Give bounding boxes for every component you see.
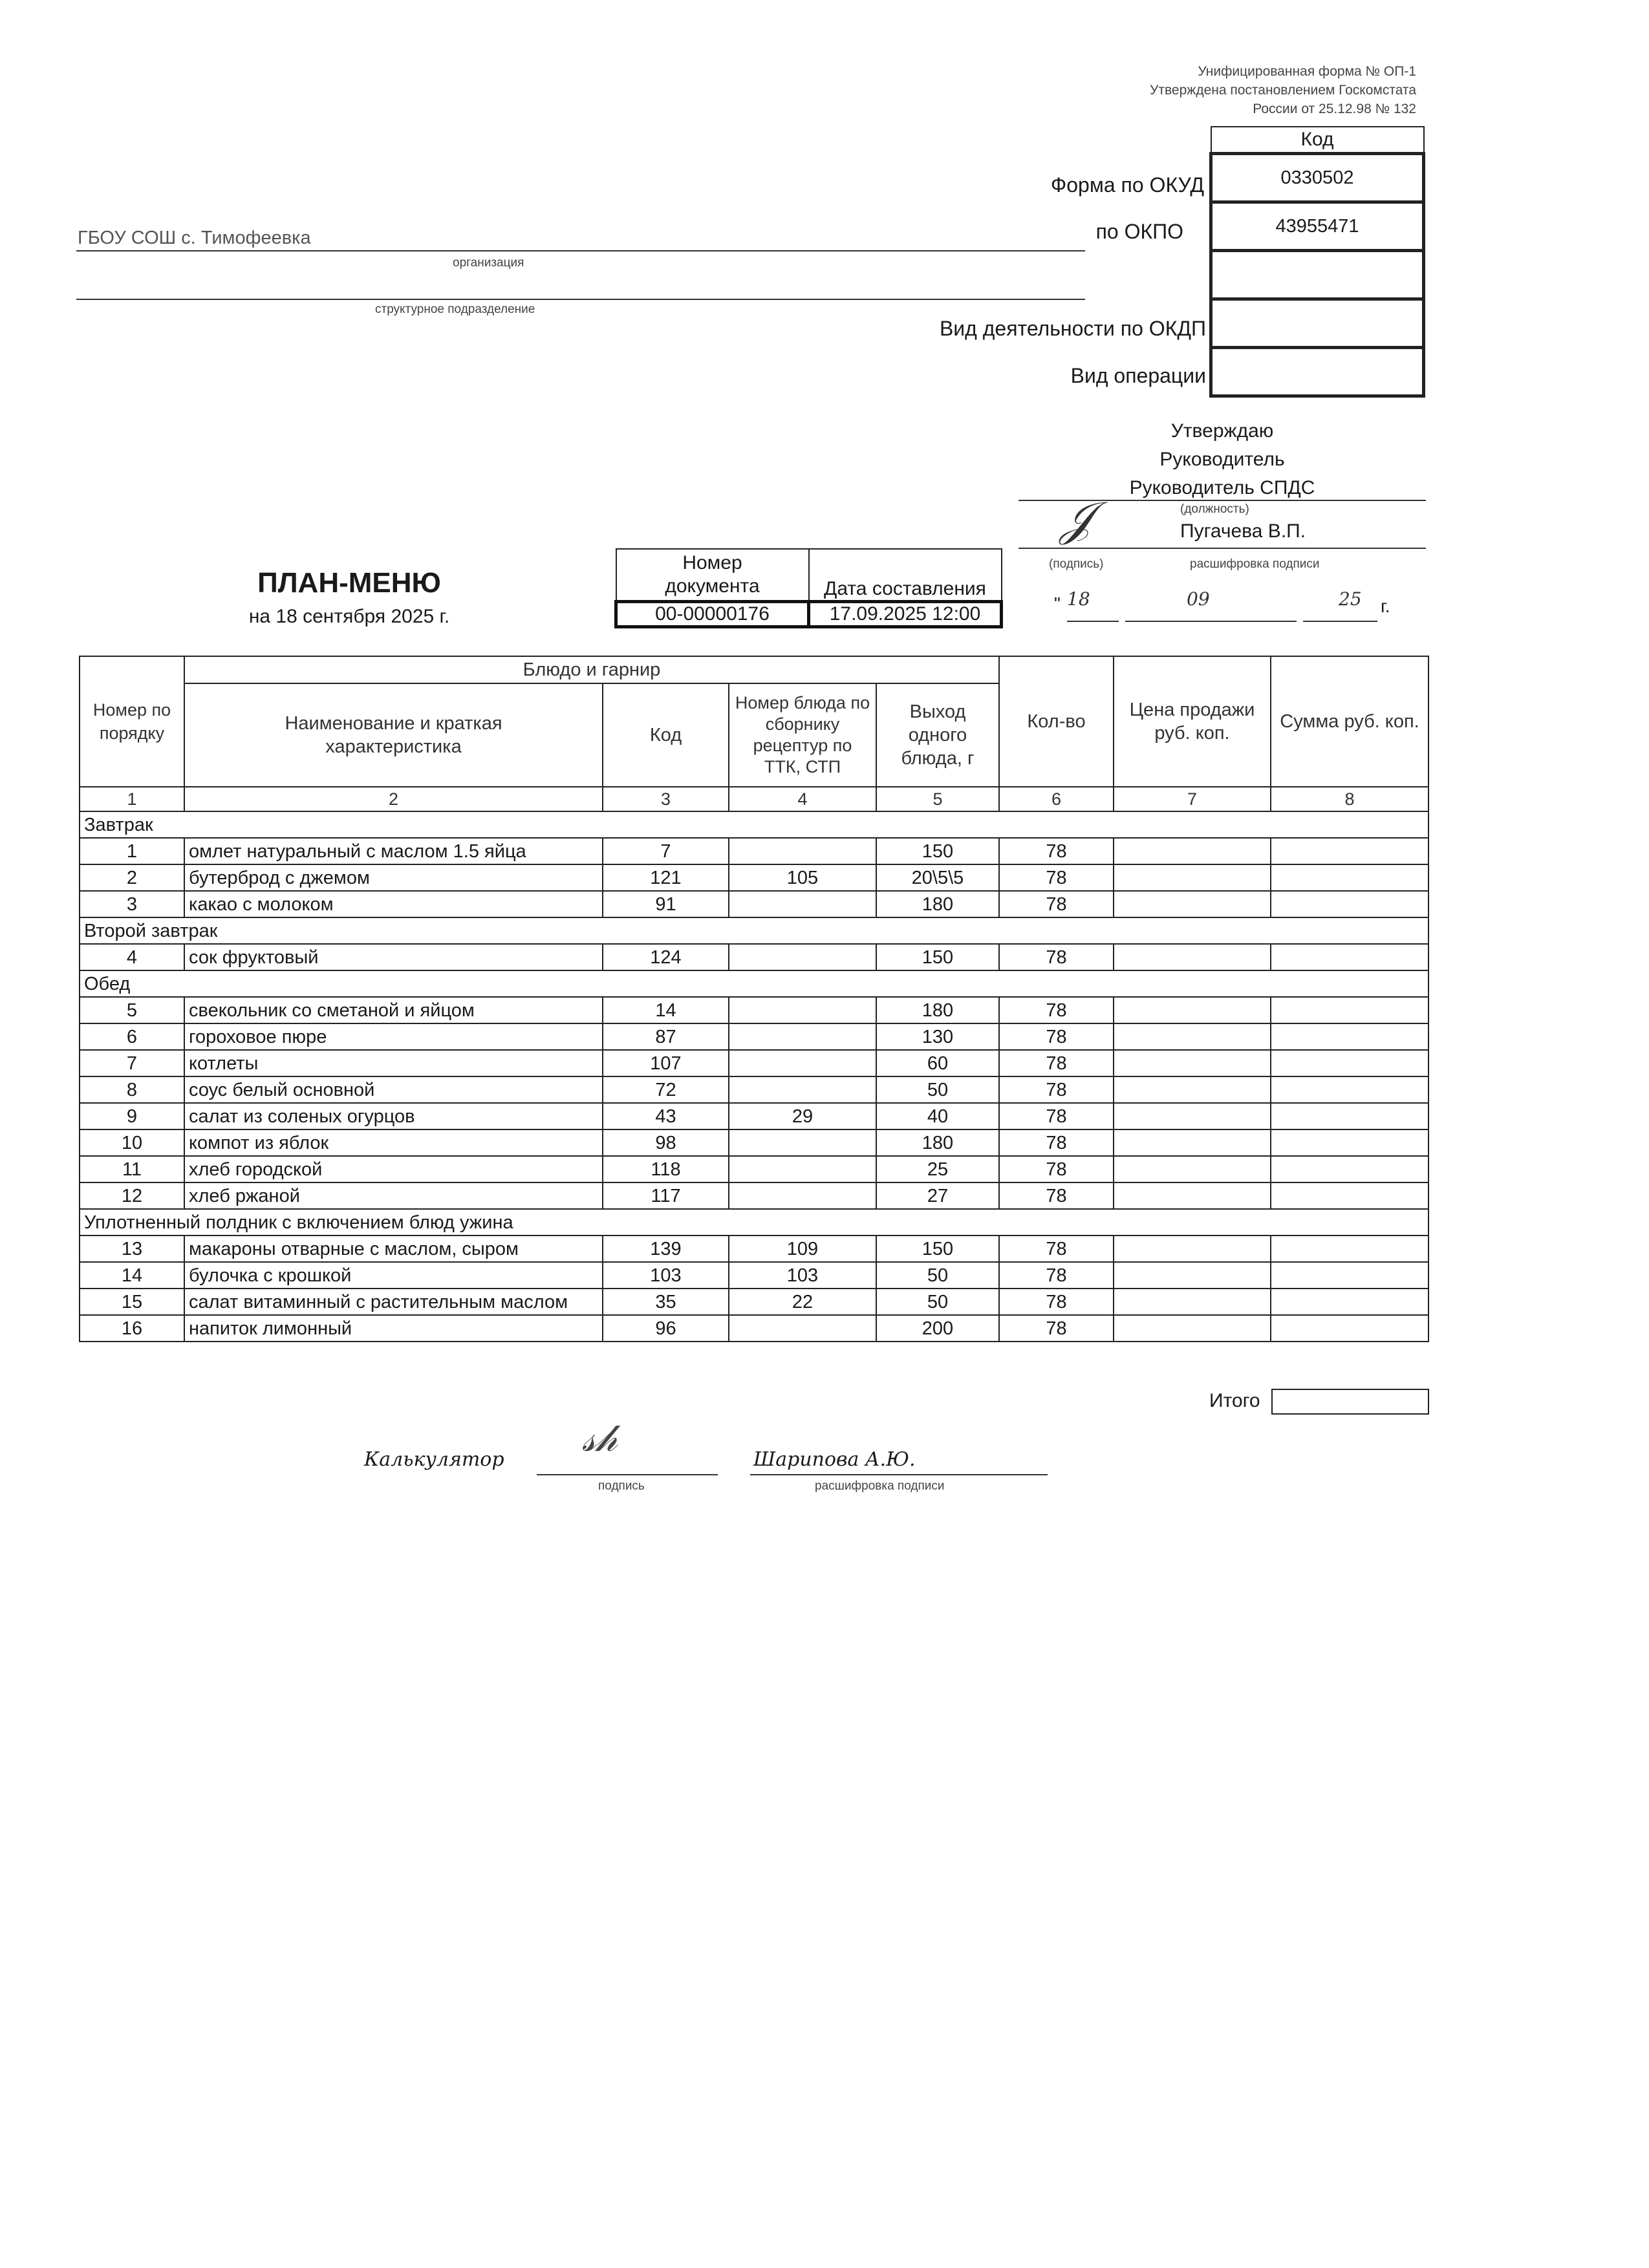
approval-date-line-3 [1303,621,1377,622]
total-value-box [1271,1389,1429,1415]
dish-yield: 150 [876,838,999,864]
calculator-name-underline [750,1474,1048,1475]
codes-header: Код [1211,127,1424,154]
row-number: 7 [80,1050,184,1076]
dish-name: бутерброд с джемом [184,864,603,891]
table-row [80,864,1428,891]
dish-yield: 27 [876,1182,999,1209]
dish-sum [1271,1182,1428,1209]
table-row [80,1289,1428,1315]
col-number-1: 1 [80,787,184,811]
dish-name: омлет натуральный с маслом 1.5 яйца [184,838,603,864]
row-number: 10 [80,1129,184,1156]
doc-number-value: 00-00000176 [616,602,809,627]
section-row [80,1209,1428,1236]
dish-sum [1271,944,1428,970]
dish-sum [1271,864,1428,891]
dish-yield: 50 [876,1262,999,1289]
dish-code: 118 [603,1156,729,1182]
dish-code: 72 [603,1076,729,1103]
division-caption: структурное подразделение [375,303,535,316]
dish-quantity: 78 [999,997,1114,1023]
dish-price [1114,1129,1271,1156]
doc-date-value: 17.09.2025 12:00 [809,602,1002,627]
table-row [80,1076,1428,1103]
dish-code: 14 [603,997,729,1023]
dish-quantity: 78 [999,1236,1114,1262]
dish-sum [1271,997,1428,1023]
col-number-3: 3 [603,787,729,811]
dish-name: макароны отварные с маслом, сыром [184,1236,603,1262]
col-num-header: Номер по порядку [80,656,184,787]
dish-code: 117 [603,1182,729,1209]
recipe-number [729,1156,876,1182]
dish-price [1114,1236,1271,1262]
dish-yield: 50 [876,1076,999,1103]
document-subtitle: на 18 сентября 2025 г. [248,606,450,627]
dish-quantity: 78 [999,1076,1114,1103]
dish-quantity: 78 [999,1156,1114,1182]
table-row [80,944,1428,970]
col-sum-header: Сумма руб. коп. [1271,656,1428,787]
dish-quantity: 78 [999,1103,1114,1129]
section-row [80,970,1428,997]
col-code-header: Код [603,683,729,787]
dish-name: напиток лимонный [184,1315,603,1342]
dish-sum [1271,1050,1428,1076]
dish-name: булочка с крошкой [184,1262,603,1289]
dish-sum [1271,1315,1428,1342]
dish-yield: 130 [876,1023,999,1050]
dish-sum [1271,1156,1428,1182]
recipe-number: 103 [729,1262,876,1289]
table-row [80,1262,1428,1289]
dish-price [1114,838,1271,864]
approval-date-year: 25 [1339,588,1362,610]
approval-block [1061,417,1384,502]
dish-code: 43 [603,1103,729,1129]
dish-sum [1271,1262,1428,1289]
table-row [80,1236,1428,1262]
dish-quantity: 78 [999,1315,1114,1342]
dish-yield: 200 [876,1315,999,1342]
dish-code: 35 [603,1289,729,1315]
approval-position: Руководитель СПДС [1129,477,1315,498]
col-number-7: 7 [1114,787,1271,811]
table-row [80,838,1428,864]
okdp-label: Вид деятельности по ОКДП [939,317,1206,340]
col-number-5: 5 [876,787,999,811]
dish-code: 139 [603,1236,729,1262]
doc-number-label-2: документа [665,575,760,597]
table-row [80,1050,1428,1076]
row-number: 5 [80,997,184,1023]
dish-price [1114,864,1271,891]
doc-number-header [616,549,809,602]
approval-date-line-2 [1125,621,1297,622]
recipe-number [729,1182,876,1209]
dish-name: хлеб городской [184,1156,603,1182]
dish-yield: 40 [876,1103,999,1129]
dish-price [1114,1289,1271,1315]
dish-quantity: 78 [999,838,1114,864]
operation-value [1211,348,1424,396]
dish-price [1114,1050,1271,1076]
form-header-line-1: Унифицированная форма № ОП-1 [1198,64,1416,79]
dish-sum [1271,1103,1428,1129]
total-label: Итого [1209,1390,1260,1411]
dish-price [1114,1182,1271,1209]
approval-name: Пугачева В.П. [1180,520,1306,542]
dish-price [1114,891,1271,917]
table-row [80,997,1428,1023]
okpo-label: по ОКПО [1095,220,1183,243]
dish-quantity: 78 [999,944,1114,970]
dish-price [1114,1103,1271,1129]
calculator-sign-underline [537,1474,718,1475]
approval-title: Утверждаю [1170,420,1274,442]
dish-yield: 50 [876,1289,999,1315]
dish-yield: 180 [876,891,999,917]
dish-code: 98 [603,1129,729,1156]
menu-body [80,811,1428,1342]
row-number: 2 [80,864,184,891]
okdp-value [1211,299,1424,348]
recipe-number [729,1129,876,1156]
dish-price [1114,1262,1271,1289]
dish-name: хлеб ржаной [184,1182,603,1209]
dish-name: салат из соленых огурцов [184,1103,603,1129]
section-row [80,917,1428,944]
col-number-2: 2 [184,787,603,811]
approval-date-suffix: г. [1381,596,1390,616]
form-header-line-2: Утверждена постановлением Госкомстата [1150,83,1416,98]
dish-code: 96 [603,1315,729,1342]
approval-date-month: 09 [1187,588,1210,610]
organization-name: ГБОУ СОШ с. Тимофеевка [78,228,311,248]
organization-underline [76,250,1085,251]
dish-sum [1271,1129,1428,1156]
table-row [80,891,1428,917]
dish-price [1114,944,1271,970]
dish-code: 87 [603,1023,729,1050]
dish-quantity: 78 [999,891,1114,917]
document-title: ПЛАН-МЕНЮ [257,567,441,599]
organization-caption: организация [453,256,524,270]
calculator-signature-caption: подпись [598,1479,645,1493]
table-row [80,1315,1428,1342]
row-number: 11 [80,1156,184,1182]
col-number-4: 4 [729,787,876,811]
okpo-value: 43955471 [1211,202,1424,251]
dish-sum [1271,891,1428,917]
approval-role: Руководитель [1159,449,1285,470]
table-row [80,1129,1428,1156]
dish-name: котлеты [184,1050,603,1076]
dish-name: соус белый основной [184,1076,603,1103]
doc-date-header: Дата составления [809,549,1002,602]
dish-sum [1271,1023,1428,1050]
section-title: Уплотненный полдник с включением блюд ужина [80,1209,1428,1236]
doc-number-label-1: Номер [682,552,742,573]
dish-sum [1271,1076,1428,1103]
dish-quantity: 78 [999,1050,1114,1076]
dish-quantity: 78 [999,864,1114,891]
dish-name: салат витаминный с растительным маслом [184,1289,603,1315]
dish-code: 7 [603,838,729,864]
dish-code: 121 [603,864,729,891]
division-underline [76,299,1085,300]
recipe-number [729,997,876,1023]
col-yield-header: Выход одного блюда, г [876,683,999,787]
table-row [80,1103,1428,1129]
dish-name: гороховое пюре [184,1023,603,1050]
approval-date-line-1 [1067,621,1119,622]
dish-yield: 25 [876,1156,999,1182]
dish-yield: 150 [876,1236,999,1262]
dish-price [1114,1076,1271,1103]
row-number: 14 [80,1262,184,1289]
table-row [80,1182,1428,1209]
recipe-number [729,891,876,917]
col-name-header: Наименование и краткая характеристика [184,683,603,787]
form-header-line-3: России от 25.12.98 № 132 [1253,102,1416,116]
dish-quantity: 78 [999,1262,1114,1289]
dish-code: 103 [603,1262,729,1289]
approval-signature-icon: 𝒥 [1061,491,1093,546]
dish-quantity: 78 [999,1182,1114,1209]
dish-yield: 180 [876,1129,999,1156]
row-number: 3 [80,891,184,917]
recipe-number: 105 [729,864,876,891]
recipe-number [729,1023,876,1050]
dish-name: сок фруктовый [184,944,603,970]
dish-yield: 150 [876,944,999,970]
row-number: 1 [80,838,184,864]
menu-table [79,656,1429,1342]
recipe-number: 22 [729,1289,876,1315]
dish-name: компот из яблок [184,1129,603,1156]
table-row [80,1023,1428,1050]
dish-yield: 180 [876,997,999,1023]
dish-name: свекольник со сметаной и яйцом [184,997,603,1023]
row-number: 15 [80,1289,184,1315]
col-recipe-header: Номер блюда по сборнику рецептур по ТТК, СТП [729,683,876,787]
recipe-number: 109 [729,1236,876,1262]
row-number: 8 [80,1076,184,1103]
row-number: 6 [80,1023,184,1050]
table-row [80,1156,1428,1182]
col-qty-header: Кол-во [999,656,1114,787]
dish-name: какао с молоком [184,891,603,917]
recipe-number [729,1050,876,1076]
okud-label: Форма по ОКУД [1050,173,1204,197]
empty-code-cell [1211,251,1424,299]
section-title: Обед [80,970,1428,997]
row-number: 12 [80,1182,184,1209]
dish-code: 107 [603,1050,729,1076]
doc-number-table [614,548,1003,628]
dish-quantity: 78 [999,1129,1114,1156]
dish-sum [1271,1289,1428,1315]
row-number: 13 [80,1236,184,1262]
row-number: 4 [80,944,184,970]
approval-sign-underline [1018,548,1426,549]
section-row [80,811,1428,838]
approval-position-caption: (должность) [1180,502,1249,516]
dish-quantity: 78 [999,1023,1114,1050]
section-title: Второй завтрак [80,917,1428,944]
col-number-6: 6 [999,787,1114,811]
dish-price [1114,1315,1271,1342]
dish-yield: 20\5\5 [876,864,999,891]
col-price-header: Цена продажи руб. коп. [1114,656,1271,787]
recipe-number [729,838,876,864]
col-number-8: 8 [1271,787,1428,811]
approval-signature-caption: (подпись) [1049,557,1104,571]
dish-code: 91 [603,891,729,917]
recipe-number [729,1315,876,1342]
operation-label: Вид операции [1070,364,1206,387]
dish-price [1114,997,1271,1023]
dish-code: 124 [603,944,729,970]
okud-value: 0330502 [1211,154,1424,202]
recipe-number [729,1076,876,1103]
group-header: Блюдо и гарнир [184,656,999,683]
approval-name-caption: расшифровка подписи [1190,557,1320,571]
calculator-name-caption: расшифровка подписи [815,1479,945,1493]
row-number: 16 [80,1315,184,1342]
dish-quantity: 78 [999,1289,1114,1315]
dish-price [1114,1156,1271,1182]
dish-price [1114,1023,1271,1050]
section-title: Завтрак [80,811,1428,838]
calculator-label: Калькулятор [364,1448,504,1471]
codes-table [1209,126,1425,398]
dish-yield: 60 [876,1050,999,1076]
recipe-number: 29 [729,1103,876,1129]
row-number: 9 [80,1103,184,1129]
form-header [970,62,1416,118]
approval-date-day: 18 [1067,588,1090,610]
dish-sum [1271,1236,1428,1262]
dish-sum [1271,838,1428,864]
recipe-number [729,944,876,970]
calculator-name: Шарипова А.Ю. [753,1448,916,1471]
calculator-signature-icon: 𝓈𝒽 [582,1416,618,1460]
